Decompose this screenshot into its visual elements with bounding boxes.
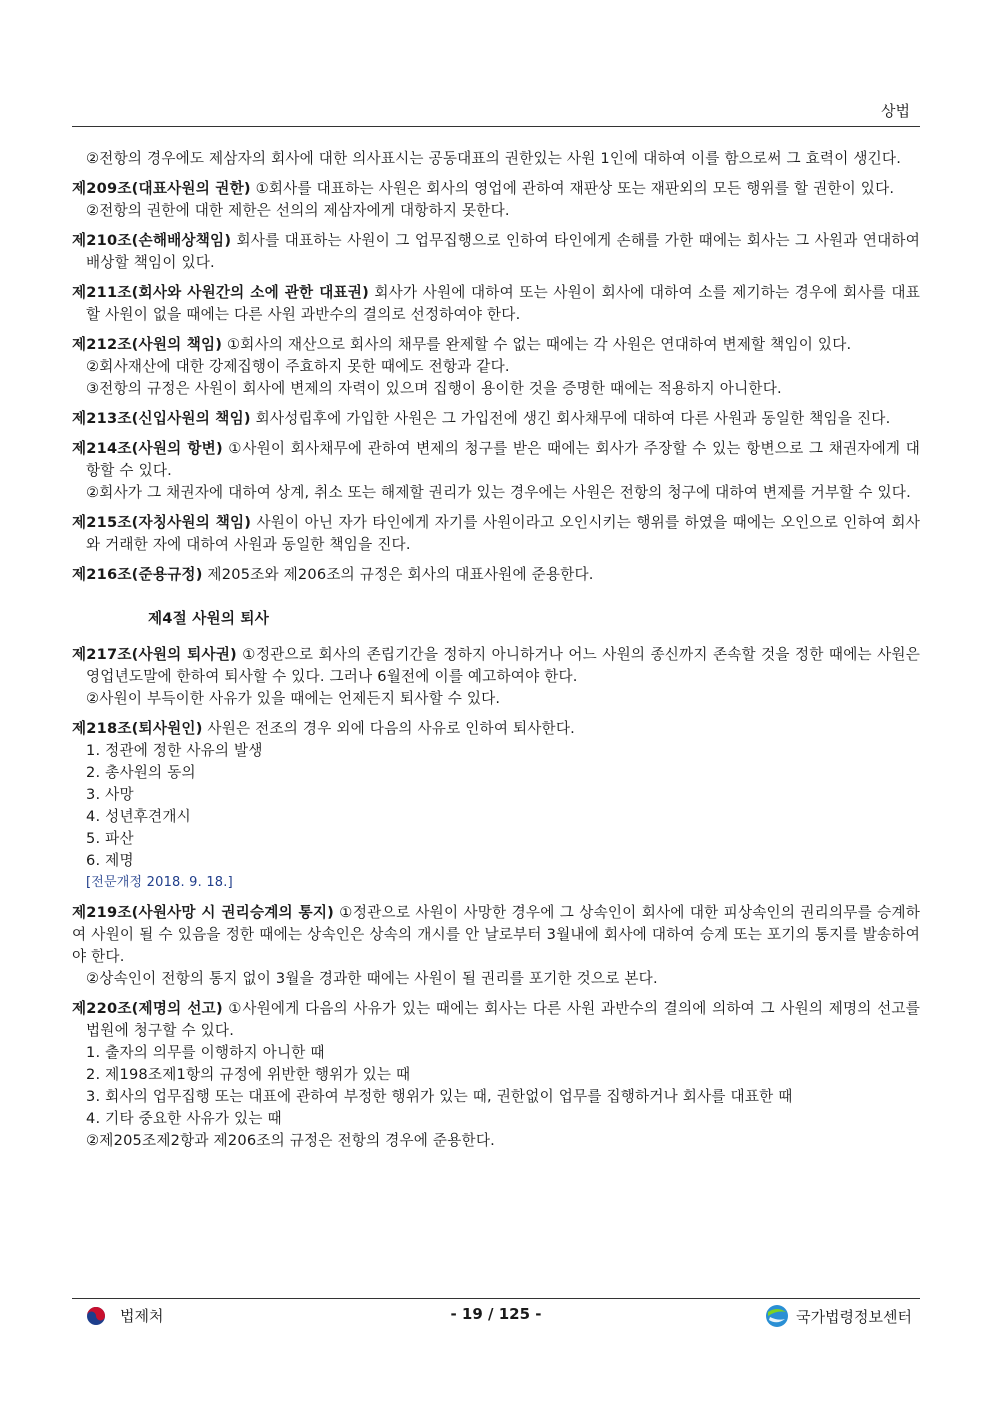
article bbox=[72, 438, 920, 504]
article-first-paragraph bbox=[72, 564, 920, 586]
article bbox=[72, 230, 920, 274]
list-item: 1. 정관에 정한 사유의 발생 bbox=[86, 742, 263, 759]
list-item: 1. 출자의 의무를 이행하지 아니한 때 bbox=[86, 1044, 325, 1061]
article-text: 회사가 사원에 대하여 또는 사원이 회사에 대하여 소를 제기하는 경우에 회사를 대표할 사원이 없을 때에는 다른 사원 과반수의 결의로 선정하여야 한다. bbox=[86, 284, 920, 323]
paragraph: ②전항의 권한에 대한 제한은 선의의 제삼자에게 대항하지 못한다. bbox=[86, 202, 510, 219]
article-heading: 제210조(손해배상책임) bbox=[72, 232, 232, 249]
page-number: - 19 / 125 - bbox=[450, 1305, 542, 1323]
article-paragraph-block bbox=[72, 148, 920, 170]
article-first-paragraph bbox=[72, 644, 920, 688]
list-item: 3. 회사의 업무집행 또는 대표에 관하여 부정한 행위가 있는 때, 권한없이 업무를 집행하거나 회사를 대표한 때 bbox=[86, 1088, 793, 1105]
article-first-paragraph bbox=[72, 282, 920, 326]
paragraph: ②회사재산에 대한 강제집행이 주효하지 못한 때에도 전항과 같다. bbox=[86, 358, 510, 375]
article-first-paragraph bbox=[72, 718, 920, 740]
article-text: ①사원에게 다음의 사유가 있는 때에는 회사는 다른 사원 과반수의 결의에 의하여 그 사원의 제명의 선고를 법원에 청구할 수 있다. bbox=[86, 1000, 920, 1039]
article bbox=[72, 644, 920, 710]
paragraph: ②사원이 부득이한 사유가 있을 때에는 언제든지 퇴사할 수 있다. bbox=[86, 690, 501, 707]
list-item: 2. 총사원의 동의 bbox=[86, 764, 196, 781]
header-divider bbox=[72, 126, 920, 127]
article-heading: 제215조(자칭사원의 책임) bbox=[72, 514, 252, 531]
article-text: 회사를 대표하는 사원이 그 업무집행으로 인하여 타인에게 손해를 가한 때에는 회사는 그 사원과 연대하여 배상할 책임이 있다. bbox=[86, 232, 920, 271]
footer-center-label: 국가법령정보센터 bbox=[796, 1307, 912, 1326]
article-first-paragraph bbox=[72, 438, 920, 482]
list-item: 2. 제198조제1항의 규정에 위반한 행위가 있는 때 bbox=[86, 1066, 411, 1083]
footer-divider bbox=[72, 1298, 920, 1299]
article-first-paragraph bbox=[72, 408, 920, 430]
article-first-paragraph bbox=[72, 998, 920, 1042]
article-text: ①회사의 재산으로 회사의 채무를 완제할 수 없는 때에는 각 사원은 연대하여 변제할 책임이 있다. bbox=[222, 336, 852, 353]
article-heading: 제219조(사원사망 시 권리승계의 통지) bbox=[72, 904, 335, 921]
paragraph: ②상속인이 전항의 통지 없이 3월을 경과한 때에는 사원이 될 권리를 포기한 것으로 본다. bbox=[86, 970, 658, 987]
paragraph: ②전항의 경우에도 제삼자의 회사에 대한 의사표시는 공동대표의 권한있는 사원 1인에 대하여 이를 함으로써 그 효력이 생긴다. bbox=[86, 150, 902, 167]
article-text: 사원은 전조의 경우 외에 다음의 사유로 인하여 퇴사한다. bbox=[202, 720, 575, 737]
globe-logo-icon bbox=[764, 1303, 790, 1329]
article bbox=[72, 564, 920, 586]
amendment-note: [전문개정 2018. 9. 18.] bbox=[86, 875, 233, 890]
footer-publisher-label: 법제처 bbox=[120, 1307, 164, 1325]
article-text: 제205조와 제206조의 규정은 회사의 대표사원에 준용한다. bbox=[202, 566, 594, 583]
article-heading: 제209조(대표사원의 권한) bbox=[72, 180, 251, 197]
article bbox=[72, 178, 920, 222]
article-text: 회사성립후에 가입한 사원은 그 가입전에 생긴 회사채무에 대하여 다른 사원과 동일한 책임을 진다. bbox=[250, 410, 891, 427]
article-heading: 제211조(회사와 사원간의 소에 관한 대표권) bbox=[72, 284, 369, 301]
article-heading: 제217조(사원의 퇴사권) bbox=[72, 646, 237, 663]
article-text: ①사원이 회사채무에 관하여 변제의 청구를 받은 때에는 회사가 주장할 수 있는 항변으로 그 채권자에게 대항할 수 있다. bbox=[86, 440, 920, 479]
article bbox=[72, 902, 920, 990]
article-heading: 제220조(제명의 선고) bbox=[72, 1000, 223, 1017]
article-heading: 제218조(퇴사원인) bbox=[72, 720, 203, 737]
article-first-paragraph bbox=[72, 230, 920, 274]
article-first-paragraph bbox=[72, 178, 920, 200]
section-heading: 제4절 사원의 퇴사 bbox=[148, 610, 269, 627]
list-item: 3. 사망 bbox=[86, 786, 134, 803]
article-first-paragraph bbox=[72, 512, 920, 556]
article-text: 사원이 아닌 자가 타인에게 자기를 사원이라고 오인시키는 행위를 하였을 때에는 오인으로 인하여 회사와 거래한 자에 대하여 사원과 동일한 책임을 진다. bbox=[86, 514, 920, 553]
article bbox=[72, 282, 920, 326]
document-body bbox=[72, 148, 920, 1160]
paragraph: ②회사가 그 채권자에 대하여 상계, 취소 또는 해제할 권리가 있는 경우에는 사원은 전항의 청구에 대하여 변제를 거부할 수 있다. bbox=[86, 484, 911, 501]
article-heading: 제213조(신입사원의 책임) bbox=[72, 410, 251, 427]
article-first-paragraph bbox=[72, 334, 920, 356]
article-heading: 제212조(사원의 책임) bbox=[72, 336, 223, 353]
paragraph: ②제205조제2항과 제206조의 규정은 전항의 경우에 준용한다. bbox=[86, 1132, 495, 1149]
article-heading: 제214조(사원의 항변) bbox=[72, 440, 223, 457]
document-title: 상법 bbox=[881, 102, 910, 120]
article-text: ①회사를 대표하는 사원은 회사의 영업에 관하여 재판상 또는 재판외의 모든 행위를 할 권한이 있다. bbox=[250, 180, 895, 197]
article-text: ①정관으로 회사의 존립기간을 정하지 아니하거나 어느 사원의 종신까지 존속할 것을 정한 때에는 사원은 영업년도말에 한하여 퇴사할 수 있다. 그러나 6월전에 이를 예고하여야 한다. bbox=[86, 646, 920, 685]
list-item: 5. 파산 bbox=[86, 830, 134, 847]
list-item: 4. 성년후견개시 bbox=[86, 808, 191, 825]
article-first-paragraph bbox=[72, 902, 920, 968]
article bbox=[72, 998, 920, 1152]
paragraph: ③전항의 규정은 사원이 회사에 변제의 자력이 있으며 집행이 용이한 것을 증명한 때에는 적용하지 아니한다. bbox=[86, 380, 782, 397]
list-item: 6. 제명 bbox=[86, 852, 134, 869]
article-heading: 제216조(준용규정) bbox=[72, 566, 203, 583]
article bbox=[72, 718, 920, 894]
footer-center-name bbox=[764, 1303, 912, 1329]
article bbox=[72, 408, 920, 430]
article-text: ①정관으로 사원이 사망한 경우에 그 상속인이 회사에 대한 피상속인의 권리의무를 승계하여 사원이 될 수 있음을 정한 때에는 상속인은 상속의 개시를 안 날로부터 3월내에 회사에 대하여 승계 또는 포기의 통지를 발송하여야 한다. bbox=[72, 904, 921, 965]
article bbox=[72, 512, 920, 556]
article bbox=[72, 334, 920, 400]
list-item: 4. 기타 중요한 사유가 있는 때 bbox=[86, 1110, 282, 1127]
